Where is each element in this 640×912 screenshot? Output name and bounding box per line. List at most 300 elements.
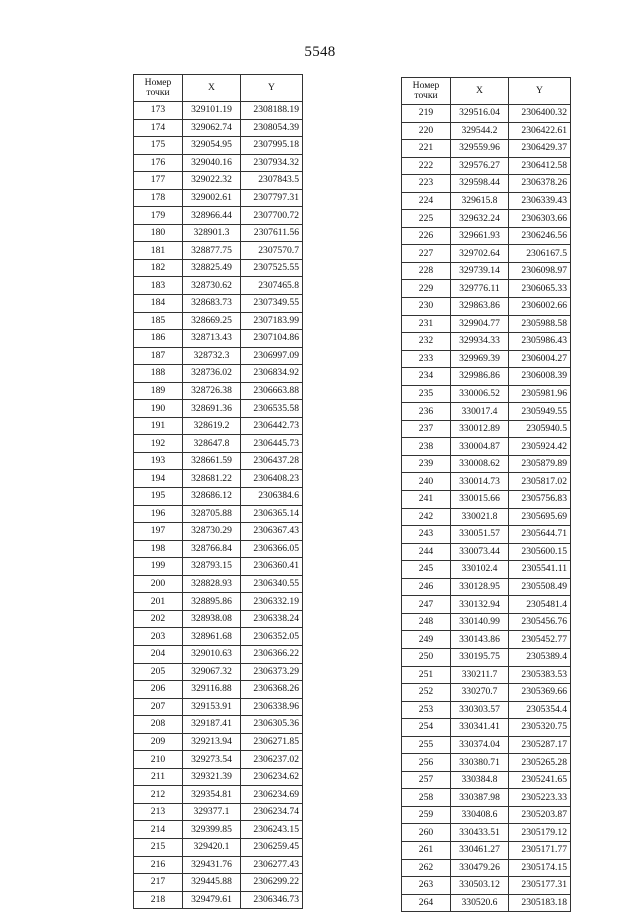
x-coordinate-cell: 329739.14 [451, 262, 509, 280]
x-coordinate-cell: 329354.81 [183, 786, 241, 804]
point-number-cell: 179 [134, 207, 183, 225]
y-coordinate-cell: 2306167.5 [509, 245, 571, 263]
x-coordinate-cell: 330008.62 [451, 455, 509, 473]
table-row [134, 189, 303, 207]
x-coordinate-cell: 330211.7 [451, 666, 509, 684]
x-coordinate-cell: 330140.99 [451, 613, 509, 631]
x-coordinate-cell: 329904.77 [451, 315, 509, 333]
x-coordinate-cell: 329101.19 [183, 102, 241, 120]
point-number-cell: 196 [134, 505, 183, 523]
x-coordinate-cell: 328705.88 [183, 505, 241, 523]
point-number-cell: 222 [402, 157, 451, 175]
point-number-cell: 213 [134, 803, 183, 821]
table-row [134, 330, 303, 348]
table-row [402, 315, 571, 333]
y-coordinate-cell: 2306442.73 [241, 417, 303, 435]
y-coordinate-cell: 2306834.92 [241, 365, 303, 383]
point-number-cell: 193 [134, 452, 183, 470]
point-number-cell: 224 [402, 192, 451, 210]
header-point-number [402, 78, 451, 105]
x-coordinate-cell: 330051.57 [451, 526, 509, 544]
y-coordinate-cell: 2307183.99 [241, 312, 303, 330]
point-number-cell: 214 [134, 821, 183, 839]
x-coordinate-cell: 330520.6 [451, 894, 509, 912]
table-row [402, 368, 571, 386]
x-coordinate-cell: 330374.04 [451, 736, 509, 754]
y-coordinate-cell: 2306259.45 [241, 838, 303, 856]
point-number-cell: 226 [402, 227, 451, 245]
x-coordinate-cell: 328825.49 [183, 259, 241, 277]
y-coordinate-cell: 2305600.15 [509, 543, 571, 561]
y-coordinate-cell: 2305817.02 [509, 473, 571, 491]
x-coordinate-cell: 330303.57 [451, 701, 509, 719]
table-row [402, 561, 571, 579]
y-coordinate-cell: 2306339.43 [509, 192, 571, 210]
x-coordinate-cell: 328766.84 [183, 540, 241, 558]
y-coordinate-cell: 2307104.86 [241, 330, 303, 348]
table-row [134, 400, 303, 418]
x-coordinate-cell: 330128.95 [451, 578, 509, 596]
table-header-row [402, 78, 571, 105]
x-coordinate-cell: 328683.73 [183, 295, 241, 313]
table-row [134, 698, 303, 716]
table-row [134, 768, 303, 786]
point-number-cell: 199 [134, 558, 183, 576]
point-number-cell: 197 [134, 523, 183, 541]
y-coordinate-cell: 2305389.4 [509, 648, 571, 666]
table-row [402, 754, 571, 772]
x-coordinate-cell: 329022.32 [183, 172, 241, 190]
table-row [402, 157, 571, 175]
point-number-cell: 229 [402, 280, 451, 298]
header-point-number [134, 75, 183, 102]
y-coordinate-cell: 2307843.5 [241, 172, 303, 190]
x-coordinate-cell: 328938.08 [183, 610, 241, 628]
y-coordinate-cell: 2305949.55 [509, 403, 571, 421]
y-coordinate-cell: 2305203.87 [509, 806, 571, 824]
table-row [134, 435, 303, 453]
table-row [134, 295, 303, 313]
y-coordinate-cell: 2306303.66 [509, 210, 571, 228]
point-number-cell: 249 [402, 631, 451, 649]
x-coordinate-cell: 329632.24 [451, 210, 509, 228]
point-number-cell: 177 [134, 172, 183, 190]
point-number-cell: 218 [134, 891, 183, 909]
y-coordinate-cell: 2306384.6 [241, 488, 303, 506]
x-coordinate-cell: 328736.02 [183, 365, 241, 383]
y-coordinate-cell: 2306368.26 [241, 681, 303, 699]
y-coordinate-cell: 2306065.33 [509, 280, 571, 298]
table-row [134, 540, 303, 558]
table-row [402, 280, 571, 298]
table-row [134, 242, 303, 260]
table-row [402, 596, 571, 614]
x-coordinate-cell: 329544.2 [451, 122, 509, 140]
y-coordinate-cell: 2305924.42 [509, 438, 571, 456]
y-coordinate-cell: 2306373.29 [241, 663, 303, 681]
table-row [402, 526, 571, 544]
x-coordinate-cell: 330433.51 [451, 824, 509, 842]
point-number-cell: 204 [134, 645, 183, 663]
x-coordinate-cell: 329516.04 [451, 105, 509, 123]
y-coordinate-cell: 2305940.5 [509, 420, 571, 438]
coordinates-table-right [401, 77, 571, 912]
page-number: 5548 [304, 44, 336, 60]
x-coordinate-cell: 330195.75 [451, 648, 509, 666]
table-row [402, 420, 571, 438]
table-row [402, 701, 571, 719]
x-coordinate-cell: 330479.26 [451, 859, 509, 877]
table-row [402, 175, 571, 193]
x-coordinate-cell: 329321.39 [183, 768, 241, 786]
x-coordinate-cell: 329377.1 [183, 803, 241, 821]
point-number-cell: 217 [134, 874, 183, 892]
table-row [134, 312, 303, 330]
table-row [402, 719, 571, 737]
y-coordinate-cell: 2305756.83 [509, 491, 571, 509]
x-coordinate-cell: 330380.71 [451, 754, 509, 772]
header-y: Y [241, 75, 303, 102]
header-point-number-line1: Номер [412, 80, 440, 91]
table-row [134, 575, 303, 593]
point-number-cell: 205 [134, 663, 183, 681]
table-row [402, 824, 571, 842]
point-number-cell: 185 [134, 312, 183, 330]
table-row [402, 140, 571, 158]
x-coordinate-cell: 330461.27 [451, 841, 509, 859]
table-body-right [402, 78, 571, 912]
point-number-cell: 259 [402, 806, 451, 824]
point-number-cell: 198 [134, 540, 183, 558]
y-coordinate-cell: 2306098.97 [509, 262, 571, 280]
table-row [134, 365, 303, 383]
table-row [134, 838, 303, 856]
point-number-cell: 234 [402, 368, 451, 386]
y-coordinate-cell: 2305171.77 [509, 841, 571, 859]
point-number-cell: 223 [402, 175, 451, 193]
table-row [402, 403, 571, 421]
table-row [134, 172, 303, 190]
y-coordinate-cell: 2306367.43 [241, 523, 303, 541]
x-coordinate-cell: 328691.36 [183, 400, 241, 418]
table-row [134, 891, 303, 909]
x-coordinate-cell: 328713.43 [183, 330, 241, 348]
table-row [402, 298, 571, 316]
header-x: X [451, 78, 509, 105]
point-number-cell: 182 [134, 259, 183, 277]
y-coordinate-cell: 2308054.39 [241, 119, 303, 137]
table-row [134, 856, 303, 874]
table-row [134, 628, 303, 646]
point-number-cell: 200 [134, 575, 183, 593]
x-coordinate-cell: 329934.33 [451, 333, 509, 351]
x-coordinate-cell: 328661.59 [183, 452, 241, 470]
point-number-cell: 227 [402, 245, 451, 263]
point-number-cell: 260 [402, 824, 451, 842]
y-coordinate-cell: 2306429.37 [509, 140, 571, 158]
header-point-number-line2: точки [414, 90, 438, 101]
x-coordinate-cell: 330073.44 [451, 543, 509, 561]
table-row [134, 259, 303, 277]
y-coordinate-cell: 2307349.55 [241, 295, 303, 313]
point-number-cell: 230 [402, 298, 451, 316]
y-coordinate-cell: 2306237.02 [241, 751, 303, 769]
point-number-cell: 219 [402, 105, 451, 123]
table-row [134, 137, 303, 155]
x-coordinate-cell: 328619.2 [183, 417, 241, 435]
y-coordinate-cell: 2306412.58 [509, 157, 571, 175]
table-row [402, 508, 571, 526]
x-coordinate-cell: 329431.76 [183, 856, 241, 874]
x-coordinate-cell: 329054.95 [183, 137, 241, 155]
table-row [134, 786, 303, 804]
x-coordinate-cell: 329598.44 [451, 175, 509, 193]
point-number-cell: 174 [134, 119, 183, 137]
table-row [134, 803, 303, 821]
y-coordinate-cell: 2306234.62 [241, 768, 303, 786]
y-coordinate-cell: 2305452.77 [509, 631, 571, 649]
x-coordinate-cell: 330004.87 [451, 438, 509, 456]
table-row [134, 505, 303, 523]
point-number-cell: 235 [402, 385, 451, 403]
x-coordinate-cell: 330503.12 [451, 877, 509, 895]
point-number-cell: 194 [134, 470, 183, 488]
x-coordinate-cell: 330102.4 [451, 561, 509, 579]
table-row [402, 473, 571, 491]
table-row [402, 894, 571, 912]
x-coordinate-cell: 329399.85 [183, 821, 241, 839]
x-coordinate-cell: 329153.91 [183, 698, 241, 716]
y-coordinate-cell: 2306365.14 [241, 505, 303, 523]
x-coordinate-cell: 330408.6 [451, 806, 509, 824]
point-number-cell: 184 [134, 295, 183, 313]
y-coordinate-cell: 2305177.31 [509, 877, 571, 895]
table-row [134, 821, 303, 839]
y-coordinate-cell: 2306997.09 [241, 347, 303, 365]
y-coordinate-cell: 2306332.19 [241, 593, 303, 611]
table-row [402, 578, 571, 596]
table-row [402, 771, 571, 789]
point-number-cell: 257 [402, 771, 451, 789]
x-coordinate-cell: 329863.86 [451, 298, 509, 316]
x-coordinate-cell: 329559.96 [451, 140, 509, 158]
y-coordinate-cell: 2306277.43 [241, 856, 303, 874]
table-row [402, 385, 571, 403]
y-coordinate-cell: 2306408.23 [241, 470, 303, 488]
point-number-cell: 241 [402, 491, 451, 509]
point-number-cell: 251 [402, 666, 451, 684]
x-coordinate-cell: 330387.98 [451, 789, 509, 807]
y-coordinate-cell: 2306535.58 [241, 400, 303, 418]
x-coordinate-cell: 329067.32 [183, 663, 241, 681]
y-coordinate-cell: 2306437.28 [241, 452, 303, 470]
point-number-cell: 254 [402, 719, 451, 737]
point-number-cell: 238 [402, 438, 451, 456]
x-coordinate-cell: 329420.1 [183, 838, 241, 856]
table-row [402, 227, 571, 245]
point-number-cell: 206 [134, 681, 183, 699]
header-y: Y [509, 78, 571, 105]
point-number-cell: 243 [402, 526, 451, 544]
table-row [402, 613, 571, 631]
table-row [134, 681, 303, 699]
point-number-cell: 233 [402, 350, 451, 368]
point-number-cell: 221 [402, 140, 451, 158]
x-coordinate-cell: 330017.4 [451, 403, 509, 421]
table-row [402, 350, 571, 368]
y-coordinate-cell: 2305644.71 [509, 526, 571, 544]
x-coordinate-cell: 329661.93 [451, 227, 509, 245]
x-coordinate-cell: 329273.54 [183, 751, 241, 769]
x-coordinate-cell: 328895.86 [183, 593, 241, 611]
point-number-cell: 202 [134, 610, 183, 628]
y-coordinate-cell: 2305988.58 [509, 315, 571, 333]
point-number-cell: 175 [134, 137, 183, 155]
x-coordinate-cell: 328877.75 [183, 242, 241, 260]
point-number-cell: 187 [134, 347, 183, 365]
point-number-cell: 178 [134, 189, 183, 207]
table-row [402, 684, 571, 702]
y-coordinate-cell: 2306400.32 [509, 105, 571, 123]
y-coordinate-cell: 2306445.73 [241, 435, 303, 453]
point-number-cell: 207 [134, 698, 183, 716]
table-row [134, 488, 303, 506]
table-row [134, 645, 303, 663]
point-number-cell: 191 [134, 417, 183, 435]
table-row [134, 523, 303, 541]
x-coordinate-cell: 328793.15 [183, 558, 241, 576]
y-coordinate-cell: 2305508.49 [509, 578, 571, 596]
y-coordinate-cell: 2307995.18 [241, 137, 303, 155]
y-coordinate-cell: 2305354.4 [509, 701, 571, 719]
x-coordinate-cell: 329576.27 [451, 157, 509, 175]
y-coordinate-cell: 2305287.17 [509, 736, 571, 754]
point-number-cell: 261 [402, 841, 451, 859]
y-coordinate-cell: 2305174.15 [509, 859, 571, 877]
y-coordinate-cell: 2306366.05 [241, 540, 303, 558]
y-coordinate-cell: 2305481.4 [509, 596, 571, 614]
header-point-number-line2: точки [146, 87, 170, 98]
table-row [402, 841, 571, 859]
point-number-cell: 189 [134, 382, 183, 400]
y-coordinate-cell: 2306346.73 [241, 891, 303, 909]
point-number-cell: 263 [402, 877, 451, 895]
x-coordinate-cell: 328901.3 [183, 224, 241, 242]
point-number-cell: 211 [134, 768, 183, 786]
point-number-cell: 203 [134, 628, 183, 646]
table-row [402, 789, 571, 807]
table-row [402, 245, 571, 263]
point-number-cell: 248 [402, 613, 451, 631]
y-coordinate-cell: 2306338.96 [241, 698, 303, 716]
point-number-cell: 188 [134, 365, 183, 383]
y-coordinate-cell: 2306340.55 [241, 575, 303, 593]
x-coordinate-cell: 329040.16 [183, 154, 241, 172]
y-coordinate-cell: 2305695.69 [509, 508, 571, 526]
table-row [134, 382, 303, 400]
table-row [134, 874, 303, 892]
y-coordinate-cell: 2306246.56 [509, 227, 571, 245]
y-coordinate-cell: 2305456.76 [509, 613, 571, 631]
y-coordinate-cell: 2305223.33 [509, 789, 571, 807]
point-number-cell: 239 [402, 455, 451, 473]
y-coordinate-cell: 2305265.28 [509, 754, 571, 772]
table-row [402, 859, 571, 877]
point-number-cell: 236 [402, 403, 451, 421]
y-coordinate-cell: 2306352.05 [241, 628, 303, 646]
coordinates-table-left [133, 74, 303, 909]
point-number-cell: 210 [134, 751, 183, 769]
y-coordinate-cell: 2306271.85 [241, 733, 303, 751]
x-coordinate-cell: 330270.7 [451, 684, 509, 702]
y-coordinate-cell: 2306243.15 [241, 821, 303, 839]
point-number-cell: 190 [134, 400, 183, 418]
x-coordinate-cell: 329702.64 [451, 245, 509, 263]
table-row [134, 663, 303, 681]
x-coordinate-cell: 328730.62 [183, 277, 241, 295]
table-row [402, 122, 571, 140]
x-coordinate-cell: 330021.8 [451, 508, 509, 526]
table-row [134, 119, 303, 137]
point-number-cell: 180 [134, 224, 183, 242]
x-coordinate-cell: 329776.11 [451, 280, 509, 298]
x-coordinate-cell: 329062.74 [183, 119, 241, 137]
point-number-cell: 250 [402, 648, 451, 666]
y-coordinate-cell: 2305981.96 [509, 385, 571, 403]
table-row [134, 102, 303, 120]
x-coordinate-cell: 330341.41 [451, 719, 509, 737]
point-number-cell: 201 [134, 593, 183, 611]
y-coordinate-cell: 2308188.19 [241, 102, 303, 120]
table-row [134, 207, 303, 225]
y-coordinate-cell: 2305986.43 [509, 333, 571, 351]
table-row [134, 224, 303, 242]
point-number-cell: 253 [402, 701, 451, 719]
point-number-cell: 240 [402, 473, 451, 491]
table-row [134, 452, 303, 470]
point-number-cell: 195 [134, 488, 183, 506]
point-number-cell: 186 [134, 330, 183, 348]
point-number-cell: 252 [402, 684, 451, 702]
y-coordinate-cell: 2305179.12 [509, 824, 571, 842]
x-coordinate-cell: 329187.41 [183, 716, 241, 734]
x-coordinate-cell: 328730.29 [183, 523, 241, 541]
table-row [134, 751, 303, 769]
table-row [402, 543, 571, 561]
y-coordinate-cell: 2306299.22 [241, 874, 303, 892]
table-row [402, 631, 571, 649]
y-coordinate-cell: 2305541.11 [509, 561, 571, 579]
x-coordinate-cell: 329002.61 [183, 189, 241, 207]
point-number-cell: 215 [134, 838, 183, 856]
y-coordinate-cell: 2307570.7 [241, 242, 303, 260]
table-row [134, 417, 303, 435]
table-row [402, 736, 571, 754]
table-row [134, 347, 303, 365]
y-coordinate-cell: 2306004.27 [509, 350, 571, 368]
y-coordinate-cell: 2306663.88 [241, 382, 303, 400]
point-number-cell: 220 [402, 122, 451, 140]
x-coordinate-cell: 330015.66 [451, 491, 509, 509]
x-coordinate-cell: 329010.63 [183, 645, 241, 663]
table-row [402, 455, 571, 473]
table-row [134, 593, 303, 611]
x-coordinate-cell: 328961.68 [183, 628, 241, 646]
table-row [402, 192, 571, 210]
x-coordinate-cell: 329213.94 [183, 733, 241, 751]
y-coordinate-cell: 2305241.65 [509, 771, 571, 789]
table-row [134, 470, 303, 488]
